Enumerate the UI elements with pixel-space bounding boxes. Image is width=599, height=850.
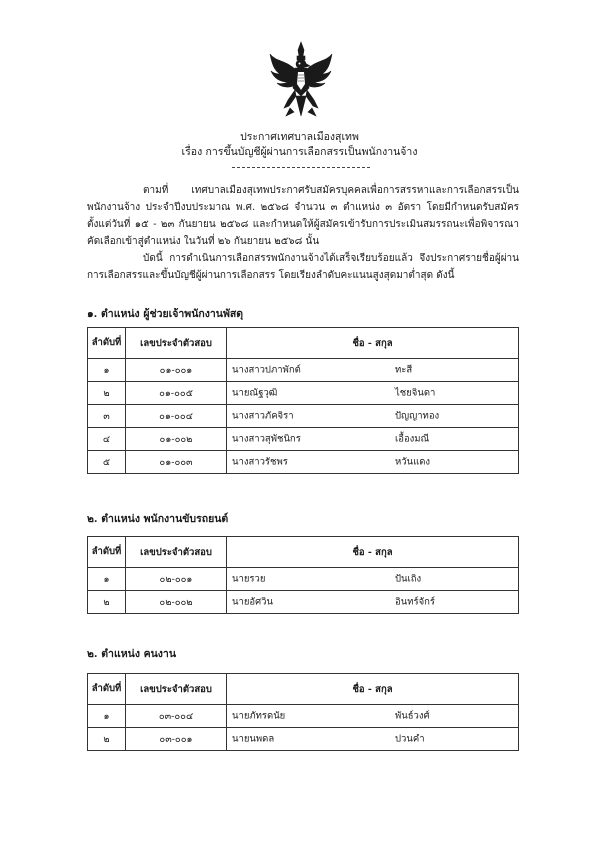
- first-name: นายอัศวิน: [232, 596, 273, 608]
- header-name: ชื่อ - สกุล: [227, 328, 519, 359]
- first-name: นายรวย: [232, 573, 266, 585]
- header-no: ลำดับที่: [88, 328, 126, 359]
- cell-name: [227, 705, 519, 728]
- section-title: ๑. ตำแหน่ง ผู้ช่วยเจ้าพนักงานพัสดุ: [87, 308, 244, 320]
- cell-name: [227, 428, 519, 451]
- table-row: [88, 451, 519, 474]
- cell-name: [227, 451, 519, 474]
- header-no: ลำดับที่: [88, 537, 126, 568]
- cell-name: [227, 359, 519, 382]
- table-row: [88, 428, 519, 451]
- table-header-row: [88, 537, 519, 568]
- last-name: เอื้องมณี: [395, 433, 430, 445]
- table-row: [88, 728, 519, 751]
- last-name: ปันเถิง: [395, 573, 422, 585]
- separator-line: [232, 167, 370, 168]
- last-name: ปัญญาทอง: [395, 410, 440, 422]
- last-name: ทะสี: [395, 364, 413, 376]
- paragraph-announcement: [87, 250, 519, 284]
- header-exam-id: เลขประจำตัวสอบ: [126, 674, 227, 705]
- table-row: [88, 591, 519, 614]
- cell-no: ๑: [88, 359, 126, 382]
- last-name: หวันแดง: [395, 456, 431, 468]
- results-table: [87, 673, 519, 751]
- cell-no: ๒: [88, 382, 126, 405]
- cell-exam-id: ๐๑-๐๐๒: [126, 428, 227, 451]
- first-name: นางสาวภัคจิรา: [232, 410, 294, 422]
- garuda-emblem: [268, 40, 334, 120]
- header-exam-id: เลขประจำตัวสอบ: [126, 537, 227, 568]
- cell-no: ๑: [88, 568, 126, 591]
- cell-exam-id: ๐๑-๐๐๔: [126, 405, 227, 428]
- table-row: [88, 705, 519, 728]
- results-table: [87, 327, 519, 474]
- first-name: นางสาวรัชพร: [232, 456, 288, 468]
- header-name: ชื่อ - สกุล: [227, 537, 519, 568]
- cell-no: ๒: [88, 591, 126, 614]
- announcement-title: ประกาศเทศบาลเมืองสุเทพ: [240, 131, 359, 143]
- last-name: ปวนคำ: [395, 733, 425, 745]
- first-name: นางสาวปภาพักต์: [232, 364, 301, 376]
- section-title: ๒. ตำแหน่ง คนงาน: [87, 648, 176, 660]
- table-row: [88, 405, 519, 428]
- table-row: [88, 359, 519, 382]
- cell-no: ๒: [88, 728, 126, 751]
- table-row: [88, 568, 519, 591]
- cell-exam-id: ๐๑-๐๐๕: [126, 382, 227, 405]
- cell-no: ๔: [88, 428, 126, 451]
- cell-exam-id: ๐๒-๐๐๑: [126, 568, 227, 591]
- cell-name: [227, 568, 519, 591]
- last-name: อินทร์จักร์: [395, 596, 435, 608]
- table-row: [88, 382, 519, 405]
- cell-no: ๑: [88, 705, 126, 728]
- first-name: นายนพดล: [232, 733, 275, 745]
- paragraph-intro-text: ตามที่ เทศบาลเมืองสุเทพประกาศรับสมัครบุคคลเพื่อการสรรหาและการเลือกสรรเป็นพนักงานจ้าง ประจำปีงบประมาณ พ.ศ. ๒๕๖๘ จำนวน ๓ ตำแหน่ง ๓ อัตรา โดยมีกำหนดรับสมัครตั้งแต่วันที่ ๑๕ - ๒๓ กันยายน ๒๕๖๘ และกำหนดให้ผู้สมัครเข้ารับการประเมินสมรรถนะเพื่อพิจารณาคัดเลือกเข้าสู่ตำแหน่ง ในวันที่ ๒๖ กันยายน ๒๕๖๘ นั้น: [87, 185, 519, 247]
- last-name: พันธ์วงศ์: [395, 710, 430, 722]
- cell-exam-id: ๐๓-๐๐๔: [126, 705, 227, 728]
- section-title: ๒. ตำแหน่ง พนักงานขับรถยนต์: [87, 513, 229, 525]
- cell-no: ๓: [88, 405, 126, 428]
- cell-exam-id: ๐๑-๐๐๓: [126, 451, 227, 474]
- header-no: ลำดับที่: [88, 674, 126, 705]
- cell-name: [227, 728, 519, 751]
- table-header-row: [88, 674, 519, 705]
- cell-name: [227, 405, 519, 428]
- table-header-row: [88, 328, 519, 359]
- cell-exam-id: ๐๒-๐๐๒: [126, 591, 227, 614]
- cell-name: [227, 591, 519, 614]
- cell-exam-id: ๐๓-๐๐๑: [126, 728, 227, 751]
- header-name: ชื่อ - สกุล: [227, 674, 519, 705]
- results-table: [87, 536, 519, 614]
- first-name: นางสาวสุพัชนิกร: [232, 433, 301, 445]
- announcement-subject: เรื่อง การขึ้นบัญชีผู้ผ่านการเลือกสรรเป็นพนักงานจ้าง: [181, 146, 418, 158]
- cell-exam-id: ๐๑-๐๐๑: [126, 359, 227, 382]
- paragraph-intro: [87, 182, 519, 250]
- first-name: นายณัฐวุฒิ: [232, 387, 278, 399]
- cell-name: [227, 382, 519, 405]
- last-name: ไชยจินดา: [395, 387, 436, 399]
- header-exam-id: เลขประจำตัวสอบ: [126, 328, 227, 359]
- cell-no: ๕: [88, 451, 126, 474]
- paragraph-announcement-text: บัดนี้ การดำเนินการเลือกสรรพนักงานจ้างได้เสร็จเรียบร้อยแล้ว จึงประกาศรายชื่อผู้ผ่านการเลือกสรรและขึ้นบัญชีผู้ผ่านการเลือกสรร โดยเรียงลำดับคะแนนสูงสุดมาต่ำสุด ดังนี้: [87, 253, 519, 281]
- first-name: นายภัทรดนัย: [232, 710, 286, 722]
